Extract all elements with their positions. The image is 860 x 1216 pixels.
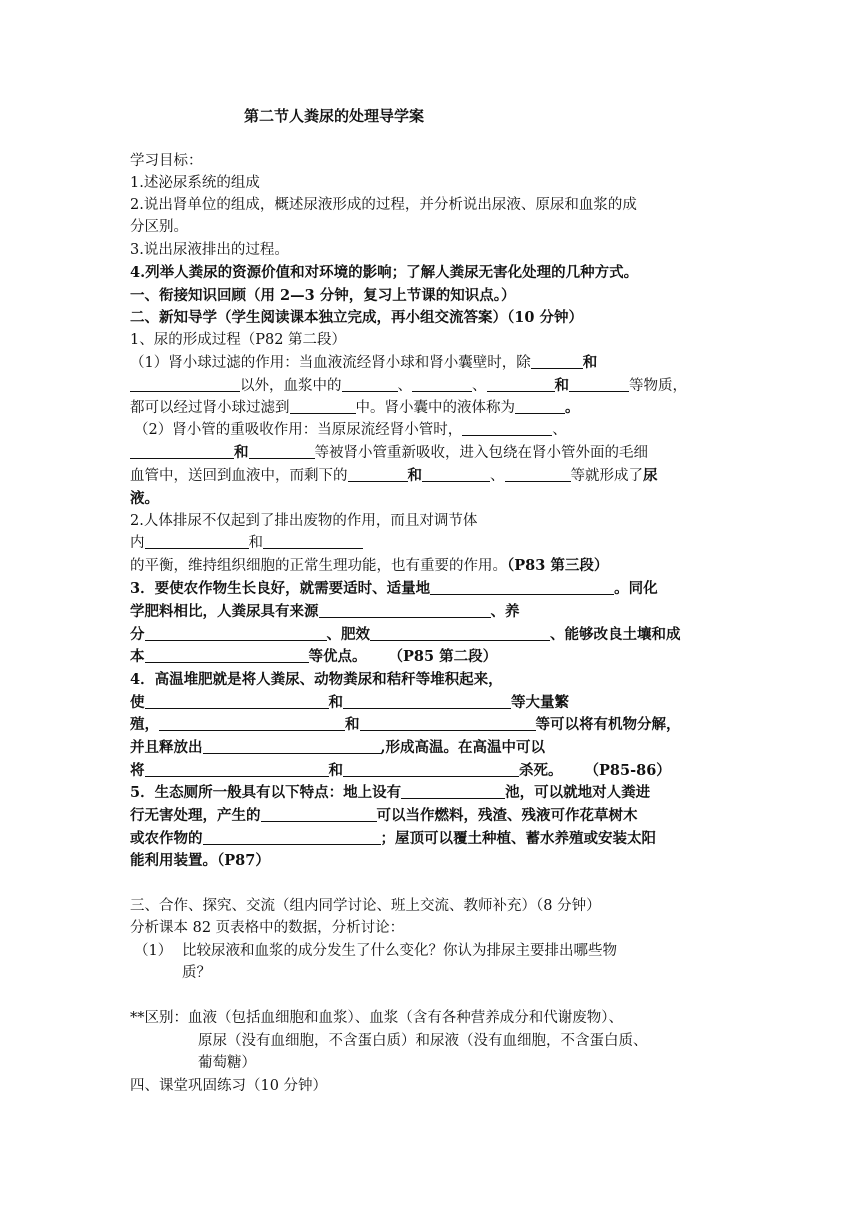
q1-text: 等就形成了 — [570, 468, 643, 484]
goal-3: 3.说出尿液排出的过程。 — [130, 242, 289, 258]
discussion-number: （1） — [134, 943, 173, 959]
q4-text: 等大量繁 — [511, 694, 569, 711]
q5-text: 行无害处理，产生的 — [130, 807, 261, 824]
blank[interactable] — [505, 466, 571, 482]
q5-line-2 — [130, 805, 638, 826]
q2-line-2 — [130, 533, 363, 554]
blank[interactable] — [145, 647, 309, 663]
q4-text: 殖， — [130, 716, 159, 733]
q4-text: 和 — [328, 694, 343, 711]
blank[interactable] — [348, 466, 408, 482]
q5-line-4: 能利用装置。（P87） — [130, 852, 270, 869]
blank[interactable] — [145, 625, 327, 641]
q4-line-3 — [130, 714, 681, 735]
q5-text: 或农作物的 — [130, 830, 203, 847]
section-3-heading: 三、合作、探究、交流（组内同学讨论、班上交流、教师补充）（8 分钟） — [130, 898, 601, 914]
q1-line-4 — [134, 420, 567, 441]
blank[interactable] — [130, 443, 234, 459]
goal-1: 1.述泌尿系统的组成 — [130, 175, 260, 191]
q3-text: 学肥料相比，人粪尿具有来源 — [130, 603, 319, 620]
q1-text: 等被肾小管重新吸收，进入包绕在肾小管外面的毛细 — [314, 445, 648, 461]
page-title: 第二节人粪尿的处理导学案 — [244, 107, 425, 125]
blank[interactable] — [531, 353, 583, 369]
q4-line-4 — [130, 737, 545, 758]
q1-text: 和 — [554, 377, 569, 394]
section-4-heading: 四、课堂巩固练习（10 分钟） — [130, 1078, 328, 1094]
section-1-heading: 一、衔接知识回顾（用 2—3 分钟，复习上节课的知识点。） — [130, 287, 516, 304]
q1-text: 以外，血浆中的 — [240, 378, 342, 394]
q3-text: 3．要使农作物生长良好，就需要适时、适量地 — [130, 580, 431, 597]
blank[interactable] — [430, 579, 614, 595]
blank[interactable] — [422, 466, 490, 482]
blank[interactable] — [412, 376, 472, 392]
note-line-3: 葡萄糖） — [198, 1055, 256, 1071]
q4-line-5 — [130, 760, 671, 781]
q1-line-2 — [130, 375, 687, 397]
separator: 、 — [552, 422, 567, 438]
discussion-question-line-2: 质？ — [182, 965, 211, 981]
blank[interactable] — [145, 761, 329, 777]
blank[interactable] — [342, 376, 398, 392]
q2-line-1: 2.人体排尿不仅起到了排出废物的作用，而且对调节体 — [130, 513, 478, 529]
q5-text: 5．生态厕所一般具有以下特点：地上设有 — [130, 784, 402, 801]
q3-line-2 — [130, 601, 520, 622]
q1-line-5 — [130, 442, 648, 464]
q3-text: 、养 — [490, 603, 520, 620]
blank[interactable] — [249, 443, 315, 459]
q1-text: 和 — [407, 467, 422, 484]
q2-text: 内 — [130, 535, 145, 551]
page-reference: （P83 第三段） — [507, 557, 609, 574]
blank[interactable] — [343, 761, 519, 777]
blank[interactable] — [261, 806, 377, 822]
q4-text: 将 — [130, 762, 145, 779]
q1-text: 尿 — [643, 467, 658, 484]
q5-line-3 — [130, 828, 656, 849]
q4-text: 杀死。 — [519, 762, 563, 779]
q3-line-1 — [130, 578, 658, 599]
blank[interactable] — [159, 715, 345, 731]
q4-text: 和 — [345, 716, 360, 733]
q3-line-4 — [130, 646, 497, 667]
q1-line-1 — [130, 352, 597, 374]
q1-line-3 — [130, 397, 580, 419]
q4-text: 和 — [328, 762, 343, 779]
q3-text: 、肥效 — [326, 626, 370, 643]
q5-line-1 — [130, 782, 650, 803]
q1-text: 中。肾小囊中的液体称为 — [355, 400, 515, 416]
q1-text: 和 — [582, 354, 598, 371]
separator: 。 — [565, 399, 580, 416]
blank[interactable] — [343, 693, 511, 709]
blank[interactable] — [360, 715, 536, 731]
blank[interactable] — [130, 376, 240, 392]
q5-text: 可以当作燃料，残渣、残液可作花草树木 — [376, 807, 638, 824]
q3-text: 分 — [130, 626, 145, 643]
q1-text: 都可以经过肾小球过滤到 — [130, 400, 290, 416]
q4-text: 使 — [130, 694, 145, 711]
blank[interactable] — [263, 533, 363, 549]
goal-2-line-1: 2.说出肾单位的组成，概述尿液形成的过程，并分析说出尿液、原尿和血浆的成 — [130, 197, 637, 213]
discussion-question-line-1: 比较尿液和血浆的成分发生了什么变化？你认为排尿主要排出哪些物 — [182, 943, 617, 959]
q2-text: 的平衡，维持组织细胞的正常生理功能，也有重要的作用。 — [130, 558, 507, 574]
blank[interactable] — [145, 693, 329, 709]
q1-text: 和 — [234, 444, 249, 461]
blank[interactable] — [487, 376, 555, 392]
q4-text: ,形成高温。在高温中可以 — [380, 739, 546, 756]
blank[interactable] — [401, 783, 505, 799]
blank[interactable] — [515, 398, 565, 414]
blank[interactable] — [319, 602, 491, 618]
q1-line-7: 液。 — [130, 490, 159, 507]
blank[interactable] — [145, 533, 249, 549]
q1-text: 等物质， — [629, 378, 687, 394]
q4-text: 等可以将有机物分解， — [535, 716, 681, 733]
analysis-instruction: 分析课本 82 页表格中的数据，分析讨论： — [130, 920, 405, 936]
note-line-2: 原尿（没有血细胞，不含蛋白质）和尿液（没有血细胞，不含蛋白质、 — [198, 1033, 648, 1049]
q1-text: （1）肾小球过滤的作用：当血液流经肾小球和肾小囊壁时，除 — [130, 355, 531, 371]
separator: 、 — [397, 378, 412, 394]
q3-text: 等优点。 — [308, 648, 367, 665]
q1-heading: 1、尿的形成过程（P82 第二段） — [130, 332, 347, 348]
section-2-heading: 二、新知导学（学生阅读课本独立完成，再小组交流答案）（10 分钟） — [130, 309, 583, 326]
blank[interactable] — [203, 829, 381, 845]
goal-4: 4.列举人粪尿的资源价值和对环境的影响；了解人粪尿无害化处理的几种方式。 — [130, 264, 639, 281]
q1-line-6 — [130, 465, 658, 487]
goal-2-line-2: 分区别。 — [130, 219, 188, 235]
q2-text: 和 — [248, 535, 263, 551]
q5-text: 池，可以就地对人粪进 — [505, 784, 651, 801]
separator: 、 — [472, 378, 487, 394]
q3-text: 本 — [130, 648, 145, 665]
q3-text: 。同化 — [614, 580, 658, 597]
q1-text: （2）肾小管的重吸收作用：当原尿流经肾小管时， — [134, 422, 463, 438]
separator: 、 — [490, 468, 505, 484]
q1-text: 血管中，送回到血液中，而剩下的 — [130, 468, 348, 484]
q4-line-2 — [130, 692, 569, 713]
blank[interactable] — [290, 398, 356, 414]
blank[interactable] — [462, 420, 552, 436]
q2-line-3 — [130, 555, 608, 577]
blank[interactable] — [370, 625, 550, 641]
q4-line-1: 4．高温堆肥就是将人粪尿、动物粪尿和秸秆等堆积起来， — [130, 671, 503, 688]
q3-line-3 — [130, 624, 681, 645]
blank[interactable] — [569, 376, 629, 392]
page-reference: （P85 第二段） — [388, 648, 498, 665]
q5-text: ；屋顶可以覆土种植、蓄水养殖或安装太阳 — [380, 830, 656, 847]
blank[interactable] — [203, 738, 381, 754]
goals-heading: 学习目标： — [130, 153, 203, 169]
note-line-1: **区别：血液（包括血细胞和血浆）、血浆（含有各种营养成分和代谢废物）、 — [130, 1010, 623, 1026]
q4-text: 并且释放出 — [130, 739, 203, 756]
q3-text: 、能够改良土壤和成 — [550, 626, 681, 643]
page-reference: （P85-86） — [584, 762, 671, 779]
